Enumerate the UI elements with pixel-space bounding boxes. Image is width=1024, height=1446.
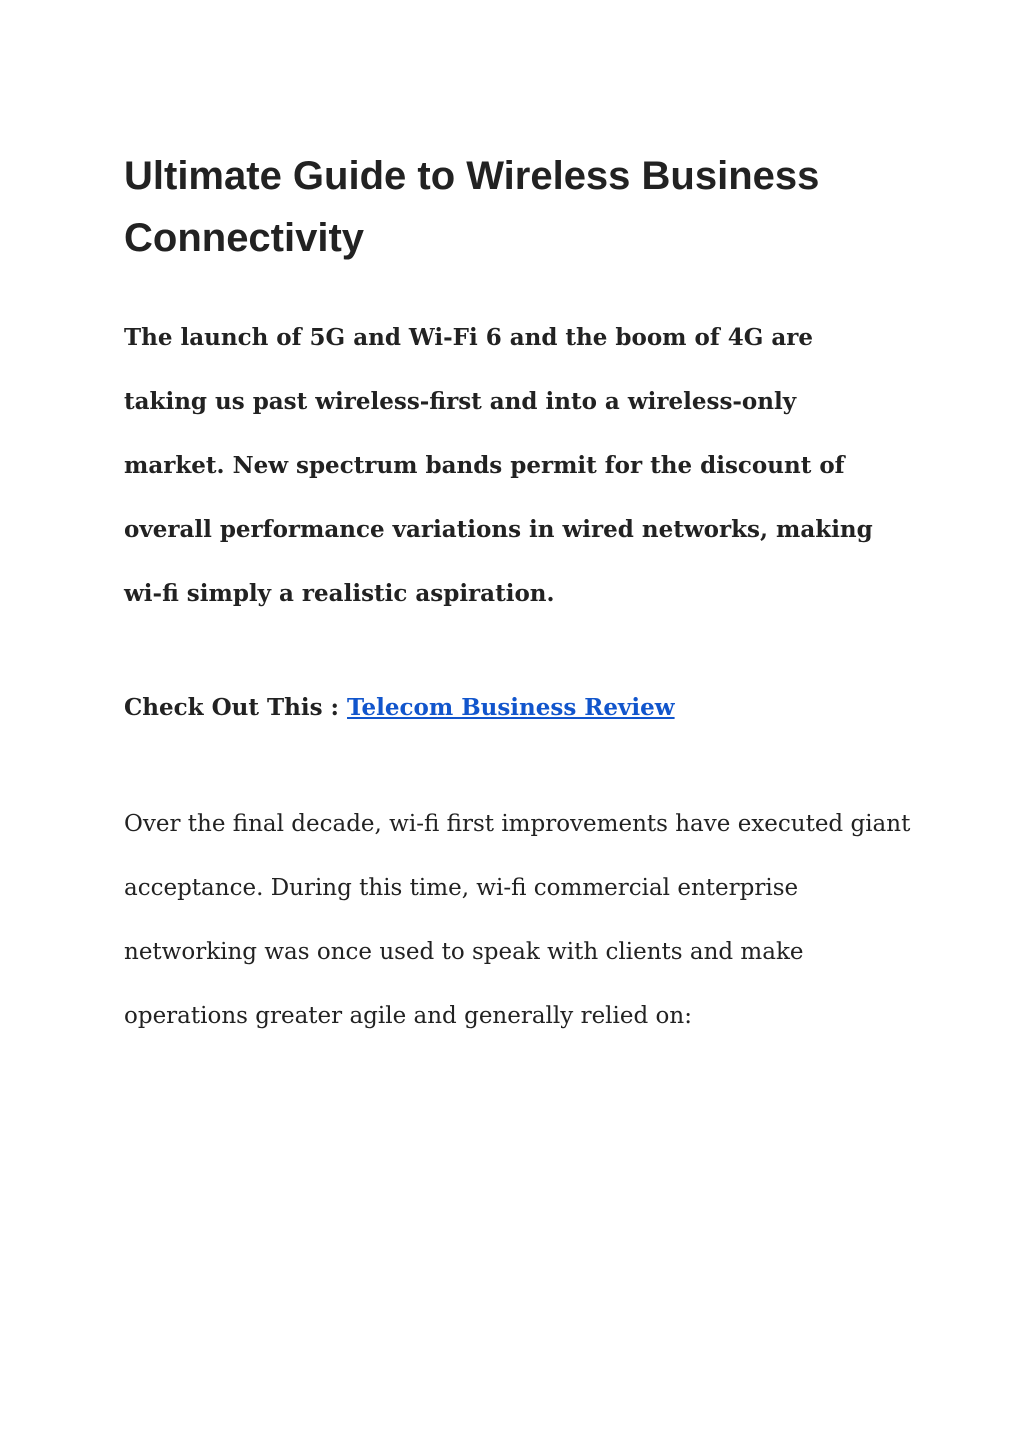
intro-line: taking us past wireless-first and into a wireless-only	[124, 388, 797, 415]
title-line: Connectivity	[124, 216, 365, 260]
body-line: operations greater agile and generally relied on:	[124, 1003, 692, 1029]
body-line: acceptance. During this time, wi-fi commercial enterprise	[124, 875, 799, 901]
body-line: Over the final decade, wi-fi first improvements have executed giant	[124, 811, 911, 837]
page-title	[124, 145, 904, 269]
intro-line: overall performance variations in wired networks, making	[124, 516, 873, 543]
check-out-prefix: Check Out This :	[124, 694, 348, 721]
intro-line: The launch of 5G and Wi-Fi 6 and the boom of 4G are	[124, 324, 814, 351]
check-out-line	[124, 676, 914, 740]
body-line: networking was once used to speak with clients and make	[124, 939, 804, 965]
body-paragraph	[124, 792, 914, 1048]
intro-line: market. New spectrum bands permit for the discount of	[124, 452, 845, 479]
telecom-business-review-link[interactable]: Telecom Business Review	[347, 694, 675, 721]
intro-paragraph	[124, 306, 914, 626]
title-line: Ultimate Guide to Wireless Business	[124, 154, 820, 198]
intro-line: wi-fi simply a realistic aspiration.	[124, 580, 555, 607]
